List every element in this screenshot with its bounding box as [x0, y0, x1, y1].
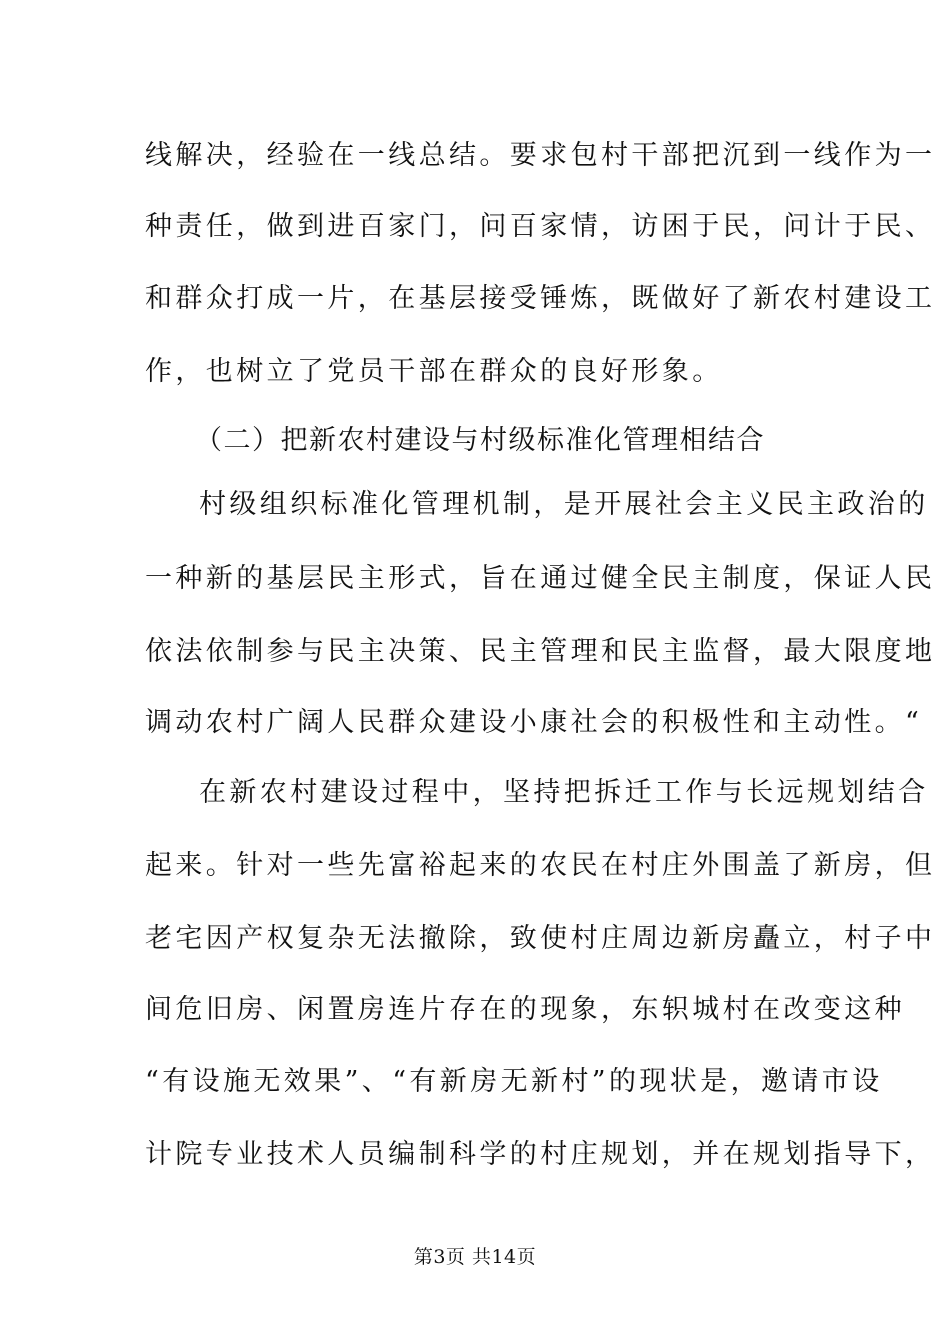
text-line: 作，也树立了党员干部在群众的良好形象。: [145, 356, 723, 387]
text-line: 一种新的基层民主形式，旨在通过健全民主制度，保证人民: [145, 563, 936, 594]
text-line: 依法依制参与民主决策、民主管理和民主监督，最大限度地: [145, 636, 936, 667]
text-line: 间危旧房、闲置房连片存在的现象，东轵城村在改变这种: [145, 994, 905, 1025]
page-number-footer: 第3页 共14页: [413, 1246, 537, 1268]
text-line: 计院专业技术人员编制科学的村庄规划，并在规划指导下，: [145, 1139, 936, 1170]
text-line: 和群众打成一片，在基层接受锤炼，既做好了新农村建设工: [145, 283, 936, 314]
text-line: 调动农村广阔人民群众建设小康社会的积极性和主动性。“: [145, 707, 923, 738]
text-line: 老宅因产权复杂无法撤除，致使村庄周边新房矗立，村子中: [145, 923, 936, 954]
text-line: 种责任，做到进百家门，问百家情，访困于民，问计于民、: [145, 211, 936, 242]
text-line: “有设施无效果”、“有新房无新村”的现状是，邀请市设: [145, 1066, 883, 1097]
text-line: 起来。针对一些先富裕起来的农民在村庄外围盖了新房，但: [145, 850, 936, 881]
section-heading: （二）把新农村建设与村级标准化管理相结合: [195, 425, 765, 456]
text-line: 村级组织标准化管理机制，是开展社会主义民主政治的: [199, 489, 929, 520]
text-line: 在新农村建设过程中，坚持把拆迁工作与长远规划结合: [199, 777, 929, 808]
text-line: 线解决，经验在一线总结。要求包村干部把沉到一线作为一: [145, 140, 936, 171]
